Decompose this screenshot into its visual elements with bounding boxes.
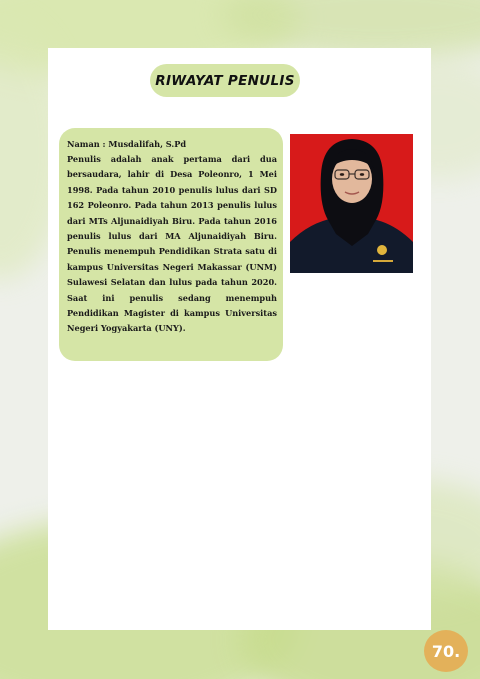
- author-name: Naman : Musdalifah, S.Pd: [67, 139, 187, 149]
- author-bio-text: Penulis adalah anak pertama dari dua bersaudara, lahir di Desa Poleonro, 1 Mei 1998. Pada tahun 2010 penulis lulus dari SD 162 Poleonro. Pada tahun 2013 penulis lulus dari MTs Aljunaidiyah Biru. Pada tahun 2016 penulis lulus dari MA Aljunaidiyah Biru. Penulis menempuh Pendidikan Strata satu di kampus Universitas Negeri Makassar (UNM) Sulawesi Selatan dan lulus pada tahun 2020. Saat ini penulis sedang menempuh Pendidikan Magister di kampus Universitas Negeri Yogyakarta (UNY).: [67, 154, 277, 334]
- author-photo: [290, 134, 413, 273]
- page-number-badge: [424, 630, 468, 672]
- section-title-badge: [150, 64, 300, 97]
- author-portrait-image: [290, 134, 413, 273]
- page-number: 70.: [431, 641, 461, 661]
- section-title: RIWAYAT PENULIS: [155, 72, 295, 89]
- author-bio-box: [59, 128, 283, 361]
